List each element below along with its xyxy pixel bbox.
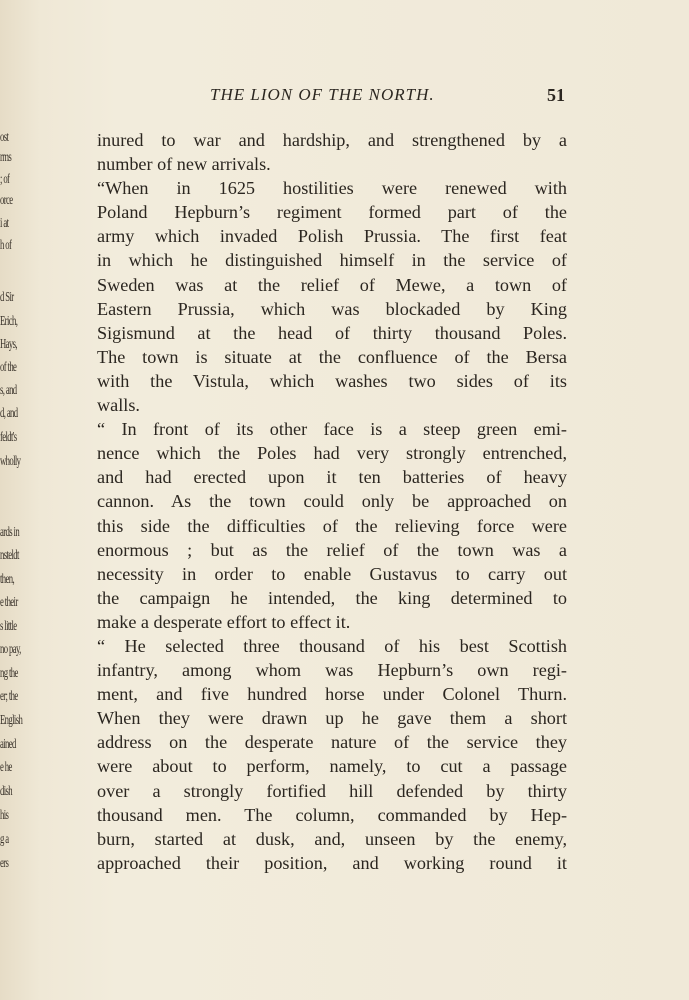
- text-line: walls.: [97, 395, 140, 416]
- text-line: make a desperate effort to effect it.: [97, 611, 351, 632]
- running-head: [95, 85, 570, 109]
- facing-page-fragment: i at: [0, 216, 9, 231]
- facing-page-fragment: nsteldt: [0, 548, 19, 563]
- text-line: this side the difficulties of the relieving force were: [97, 515, 567, 536]
- facing-page-fragment: g a: [0, 832, 9, 847]
- text-line: address on the desperate nature of the service they: [97, 732, 567, 753]
- text-line: necessity in order to enable Gustavus to carry out: [97, 563, 567, 584]
- text-line: Sweden was at the relief of Mewe, a town of: [97, 274, 567, 295]
- text-line: “ He selected three thousand of his best Scottish: [97, 635, 567, 656]
- text-line: nence which the Poles had very strongly entrenched,: [97, 443, 567, 464]
- facing-page-fragment: ers: [0, 856, 9, 871]
- text-line: cannon. As the town could only be approached on: [97, 491, 567, 512]
- facing-page-fragment: ng the: [0, 666, 18, 681]
- facing-page-fragment: his: [0, 808, 9, 823]
- text-line: approached their position, and working round it: [97, 852, 567, 873]
- text-line: enormous ; but as the relief of the town was a: [97, 539, 567, 560]
- facing-page-fragment: er; the: [0, 689, 18, 704]
- text-line: army which invaded Polish Prussia. The first feat: [97, 226, 567, 247]
- facing-page-fragment: e their: [0, 595, 18, 610]
- facing-page-fragment: s little: [0, 619, 17, 634]
- text-line: “When in 1625 hostilities were renewed with: [97, 178, 567, 199]
- facing-page-fragment: Hays,: [0, 337, 17, 352]
- text-line: ment, and five hundred horse under Colonel Thurn.: [97, 684, 567, 705]
- running-title: THE LION OF THE NORTH.: [210, 85, 435, 104]
- page-number: 51: [547, 85, 565, 105]
- text-line: number of new arrivals.: [97, 154, 271, 175]
- facing-page-fragment: dish: [0, 784, 12, 799]
- text-line: over a strongly fortified hill defended by thirty: [97, 780, 567, 801]
- facing-page-fragment: h of: [0, 238, 12, 253]
- text-line: Poland Hepburn’s regiment formed part of the: [97, 202, 567, 223]
- text-line: infantry, among whom was Hepburn’s own regi-: [97, 660, 567, 681]
- text-line: inured to war and hardship, and strengthened by a: [97, 130, 567, 150]
- facing-page-fragment: English: [0, 713, 23, 728]
- facing-page-fragment: d, and: [0, 406, 18, 421]
- facing-page-fragment: of the: [0, 360, 17, 375]
- facing-page-fragment: orce: [0, 193, 13, 208]
- facing-page-fragment: rms: [0, 150, 12, 165]
- facing-page-fragment: ained: [0, 737, 16, 752]
- text-line: “ In front of its other face is a steep green emi-: [97, 419, 567, 440]
- text-line: The town is situate at the confluence of the Bersa: [97, 346, 567, 367]
- text-line: the campaign he intended, the king determined to: [97, 587, 567, 608]
- text-line: were about to perform, namely, to cut a passage: [97, 756, 567, 777]
- text-line: with the Vistula, which washes two sides of its: [97, 370, 567, 391]
- facing-page-fragment: wholly: [0, 454, 21, 469]
- facing-page-fragment: feldt's: [0, 430, 17, 445]
- text-line: thousand men. The column, commanded by Hep-: [97, 804, 567, 825]
- facing-page-fragment: no pay,: [0, 642, 21, 657]
- facing-page-fragment: e he: [0, 760, 12, 775]
- facing-page-fragment: ost: [0, 130, 9, 145]
- facing-page-fragment: d Sir: [0, 290, 14, 305]
- facing-page-fragment: ; of: [0, 172, 10, 187]
- facing-page-fragment: Erich,: [0, 314, 18, 329]
- text-line: in which he distinguished himself in the service of: [97, 250, 567, 271]
- text-line: When they were drawn up he gave them a short: [97, 708, 567, 729]
- facing-page-fragment: ards in: [0, 525, 20, 540]
- facing-page-fragment: then,: [0, 572, 15, 587]
- text-line: burn, started at dusk, and, unseen by the enemy,: [97, 828, 567, 849]
- text-line: Sigismund at the head of thirty thousand Poles.: [97, 322, 567, 343]
- facing-page-fragment: s, and: [0, 383, 17, 398]
- text-line: Eastern Prussia, which was blockaded by King: [97, 298, 567, 319]
- text-line: and had erected upon it ten batteries of heavy: [97, 467, 567, 488]
- body-text: [97, 128, 567, 875]
- previous-page-edge: [0, 120, 38, 900]
